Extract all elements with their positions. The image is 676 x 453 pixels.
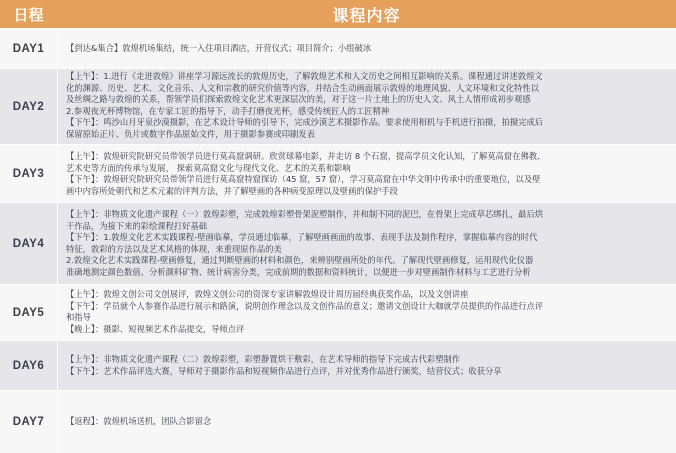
content-line: 【晚上】：摄影、短视频艺术作品提交，导师点评 xyxy=(66,323,245,334)
content-line: 【上午】：非物质文化遗产课程（一）敦煌彩塑，完成敦煌彩塑骨架泥塑制作，并和制不同的泥巴，在骨架上完成草芯绑扎，最后烘 xyxy=(66,209,544,219)
day-row-7 xyxy=(0,390,676,453)
day-label: DAY1 xyxy=(0,29,58,68)
day-label: DAY4 xyxy=(0,203,58,284)
day-content xyxy=(58,203,676,284)
day-content xyxy=(58,391,676,453)
day-label: DAY6 xyxy=(0,341,58,390)
day-content xyxy=(58,69,676,144)
content-line: 【下午】：1.敦煌文化艺术实践课程-壁画临摹，学员通过临摹，了解壁画画面的故事、表现手法及制作程序，掌握临摹内容的时代 xyxy=(66,232,538,243)
content-line: 艺术史等方面的传承与发展， 探索莫高窟文化与现代文化、艺术的关系和影响 xyxy=(66,162,351,173)
day-row-2 xyxy=(0,68,676,144)
day-row-5 xyxy=(0,284,676,340)
day-row-4 xyxy=(0,202,676,284)
content-line: 准确地测定颜色数值、分析颜料矿物、统计病害分类，完成前期的数据和资料统计，以便进一步对壁画制作材料与工艺进行分析 xyxy=(66,266,531,277)
content-line: 【上午】：敦煌研究院研究员带领学员进行莫高窟调研。欣赏球幕电影，并走访 8 个石窟，提高学员文化认知，了解莫高窟在佛教、 xyxy=(66,151,546,161)
content-line: 和指导 xyxy=(66,312,91,323)
day-label: DAY3 xyxy=(0,145,58,202)
content-line: 画中内容所处朝代和艺术元素的评判方法，并了解壁画的各种病变原理以及壁画的保护手段 xyxy=(66,185,398,196)
table-header xyxy=(0,0,676,28)
day-row-1 xyxy=(0,28,676,68)
content-line: 【到达&集合】敦煌机场集结，统一入住项目酒店，开营仪式；项目简介；小组破冰 xyxy=(66,42,372,53)
content-line: 化的渊源、历史、艺术、文化音乐、人文和宗教的研究价值等内容，并结合生动画面展示敦煌的地理风貌、人文环境和文化特性以 xyxy=(66,82,539,93)
day-label: DAY7 xyxy=(0,391,58,453)
content-line: 【上午】：1.进行《走进敦煌》讲座学习源远流长的敦煌历史，了解敦煌艺术和人文历史之间相互影响的关系。课程通过讲述敦煌文 xyxy=(66,71,543,81)
content-line: 【下午】：艺术作品评选大赛，导师对于摄影作品和短视频作品进行点评，并对优秀作品进行颁奖，结营仪式；收获分享 xyxy=(66,365,502,376)
day-row-3 xyxy=(0,144,676,202)
day-content xyxy=(58,285,676,340)
header-course-content: 课程内容 xyxy=(332,5,401,25)
content-line: 【上午】：敦煌文创公司文创展评，敦煌文创公司的资深专家讲解敦煌设计周历届经典获奖作品，以及文创讲座 xyxy=(66,289,469,299)
content-line: 【上午】：非物质文化遗产课程（二）敦煌彩塑，彩塑静置烘干敷彩，在艺术导师的指导下完成古代彩塑制作 xyxy=(66,353,461,364)
content-line: 【下午】：敦煌研究院研究员带领学员进行莫高窟特窟探访（45 窟，57 窟），学习莫高窟在中华文明中传承中的重要地位，以及壁 xyxy=(66,174,541,185)
content-line: 【返程】：敦煌机场送机，团队合影留念 xyxy=(66,416,212,427)
content-line: 干作品，为接下来的彩绘课程打好基础 xyxy=(66,220,208,231)
content-line: 保留原始正片、负片或数字作品原始文件，用于摄影参赛或印刷发表 xyxy=(66,128,315,139)
day-content xyxy=(58,341,676,390)
content-line: 【下午】：学员就个人参赛作品进行展示和路演，说明创作理念以及文创作品的意义；邀请文创设计大咖就学员提供的作品进行点评 xyxy=(66,300,544,311)
day-label: DAY5 xyxy=(0,285,58,340)
content-line: 2.敦煌文化艺术实践课程-壁画修复，通过判断壁画的材料和颜色，来辨别壁画所处的年代。了解现代壁画修复，运用现代化仪器 xyxy=(66,255,534,266)
day-content xyxy=(58,145,676,202)
header-schedule: 日程 xyxy=(13,5,44,24)
day-content xyxy=(58,29,676,68)
content-line: 特征，敦彩的方法以及艺术风格的体现，来重现原作品的美 xyxy=(66,243,282,254)
day-label: DAY2 xyxy=(0,69,58,144)
content-line: 2.参观夜光杯博物馆，在专家工匠的指导下，动手打磨夜光杯，感受传统匠人的工匠精神 xyxy=(66,105,390,116)
content-line: 【下午】：鸣沙山月牙泉沙漠摄影，在艺术设计导师的引导下，完成沙漠艺术摄影作品。要求使用相机与手机进行拍摄，拍摄完成后 xyxy=(66,117,544,128)
day-row-6 xyxy=(0,340,676,390)
content-line: 及丝绸之路与敦煌的关系，帮领学员们探索敦煌文化艺术更深层次的美，对于这一片土地上的历史人文、风土人情形成初步观感 xyxy=(66,94,531,105)
